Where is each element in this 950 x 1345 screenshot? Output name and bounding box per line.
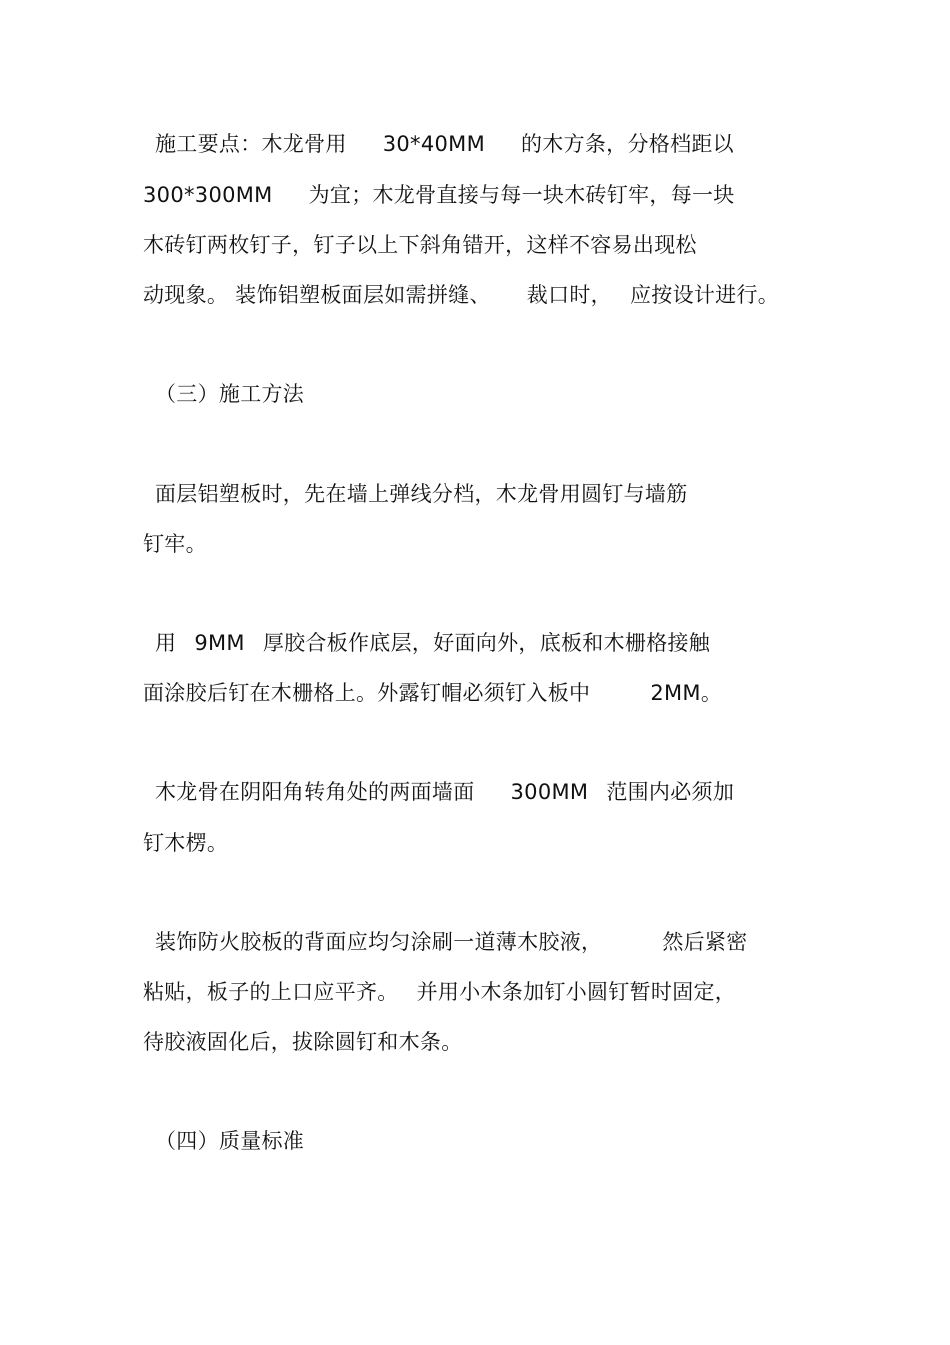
paragraph-1-line-2 bbox=[143, 180, 735, 210]
paragraph-3-line-2 bbox=[143, 678, 722, 708]
text-run: 面层铝塑板时，先在墙上弹线分档，木龙骨用圆钉与墙筋 bbox=[155, 482, 688, 506]
paragraph-4-line-1 bbox=[143, 777, 734, 807]
text-run: 钉木楞。 bbox=[143, 831, 229, 855]
section-heading-4 bbox=[143, 1126, 304, 1156]
text-run: 动现象。 装饰铝塑板面层如需拼缝、 bbox=[143, 283, 491, 307]
section-heading-3 bbox=[143, 379, 304, 409]
text-run: 应按设计进行。 bbox=[629, 283, 780, 307]
text-run: 裁口时， bbox=[526, 283, 612, 307]
text-run: 的木方条，分格档距以 bbox=[520, 132, 734, 156]
text-run: 面涂胶后钉在木栅格上。外露钉帽必须钉入板中 bbox=[143, 681, 591, 705]
text-run: 用 bbox=[155, 631, 177, 655]
text-run: 为宜；木龙骨直接与每一块木砖钉牢，每一块 bbox=[308, 183, 735, 207]
paragraph-4-line-2 bbox=[143, 828, 228, 858]
paragraph-3-line-1 bbox=[143, 628, 710, 658]
text-run: 钉牢。 bbox=[143, 532, 207, 556]
text-run: 装饰防火胶板的背面应均匀涂刷一道薄木胶液， bbox=[155, 930, 603, 954]
text-run: 并用小木条加钉小圆钉暂时固定， bbox=[416, 980, 737, 1004]
text-run: 然后紧密 bbox=[662, 930, 748, 954]
paragraph-5-line-1 bbox=[143, 927, 748, 957]
paragraph-1-line-1 bbox=[143, 129, 734, 159]
paragraph-5-line-3 bbox=[143, 1027, 463, 1057]
text-run: 粘贴，板子的上口应平齐。 bbox=[143, 980, 399, 1004]
text-run: 300*300MM bbox=[143, 183, 273, 207]
paragraph-1-line-3 bbox=[143, 230, 697, 260]
text-run: 木龙骨在阴阳角转角处的两面墙面 bbox=[155, 780, 475, 804]
text-run: 300MM bbox=[510, 780, 589, 804]
text-run: 施工要点：木龙骨用 bbox=[155, 132, 347, 156]
text-run: 范围内必须加 bbox=[606, 780, 735, 804]
text-run: 木砖钉两枚钉子，钉子以上下斜角错开，这样不容易出现松 bbox=[143, 233, 697, 257]
paragraph-1-line-4 bbox=[143, 280, 779, 310]
heading-text: （三）施工方法 bbox=[155, 382, 305, 406]
text-run: 9MM bbox=[194, 631, 245, 655]
heading-text: （四）质量标准 bbox=[155, 1129, 305, 1153]
text-run: 。 bbox=[700, 681, 723, 705]
text-run: 待胶液固化后，拔除圆钉和木条。 bbox=[143, 1030, 463, 1054]
text-run: 厚胶合板作底层，好面向外，底板和木栅格接触 bbox=[262, 631, 711, 655]
text-run: 30*40MM bbox=[382, 132, 485, 156]
text-run: 2MM bbox=[650, 681, 701, 705]
paragraph-5-line-2 bbox=[143, 977, 736, 1007]
paragraph-2-line-2 bbox=[143, 529, 207, 559]
paragraph-2-line-1 bbox=[143, 479, 688, 509]
